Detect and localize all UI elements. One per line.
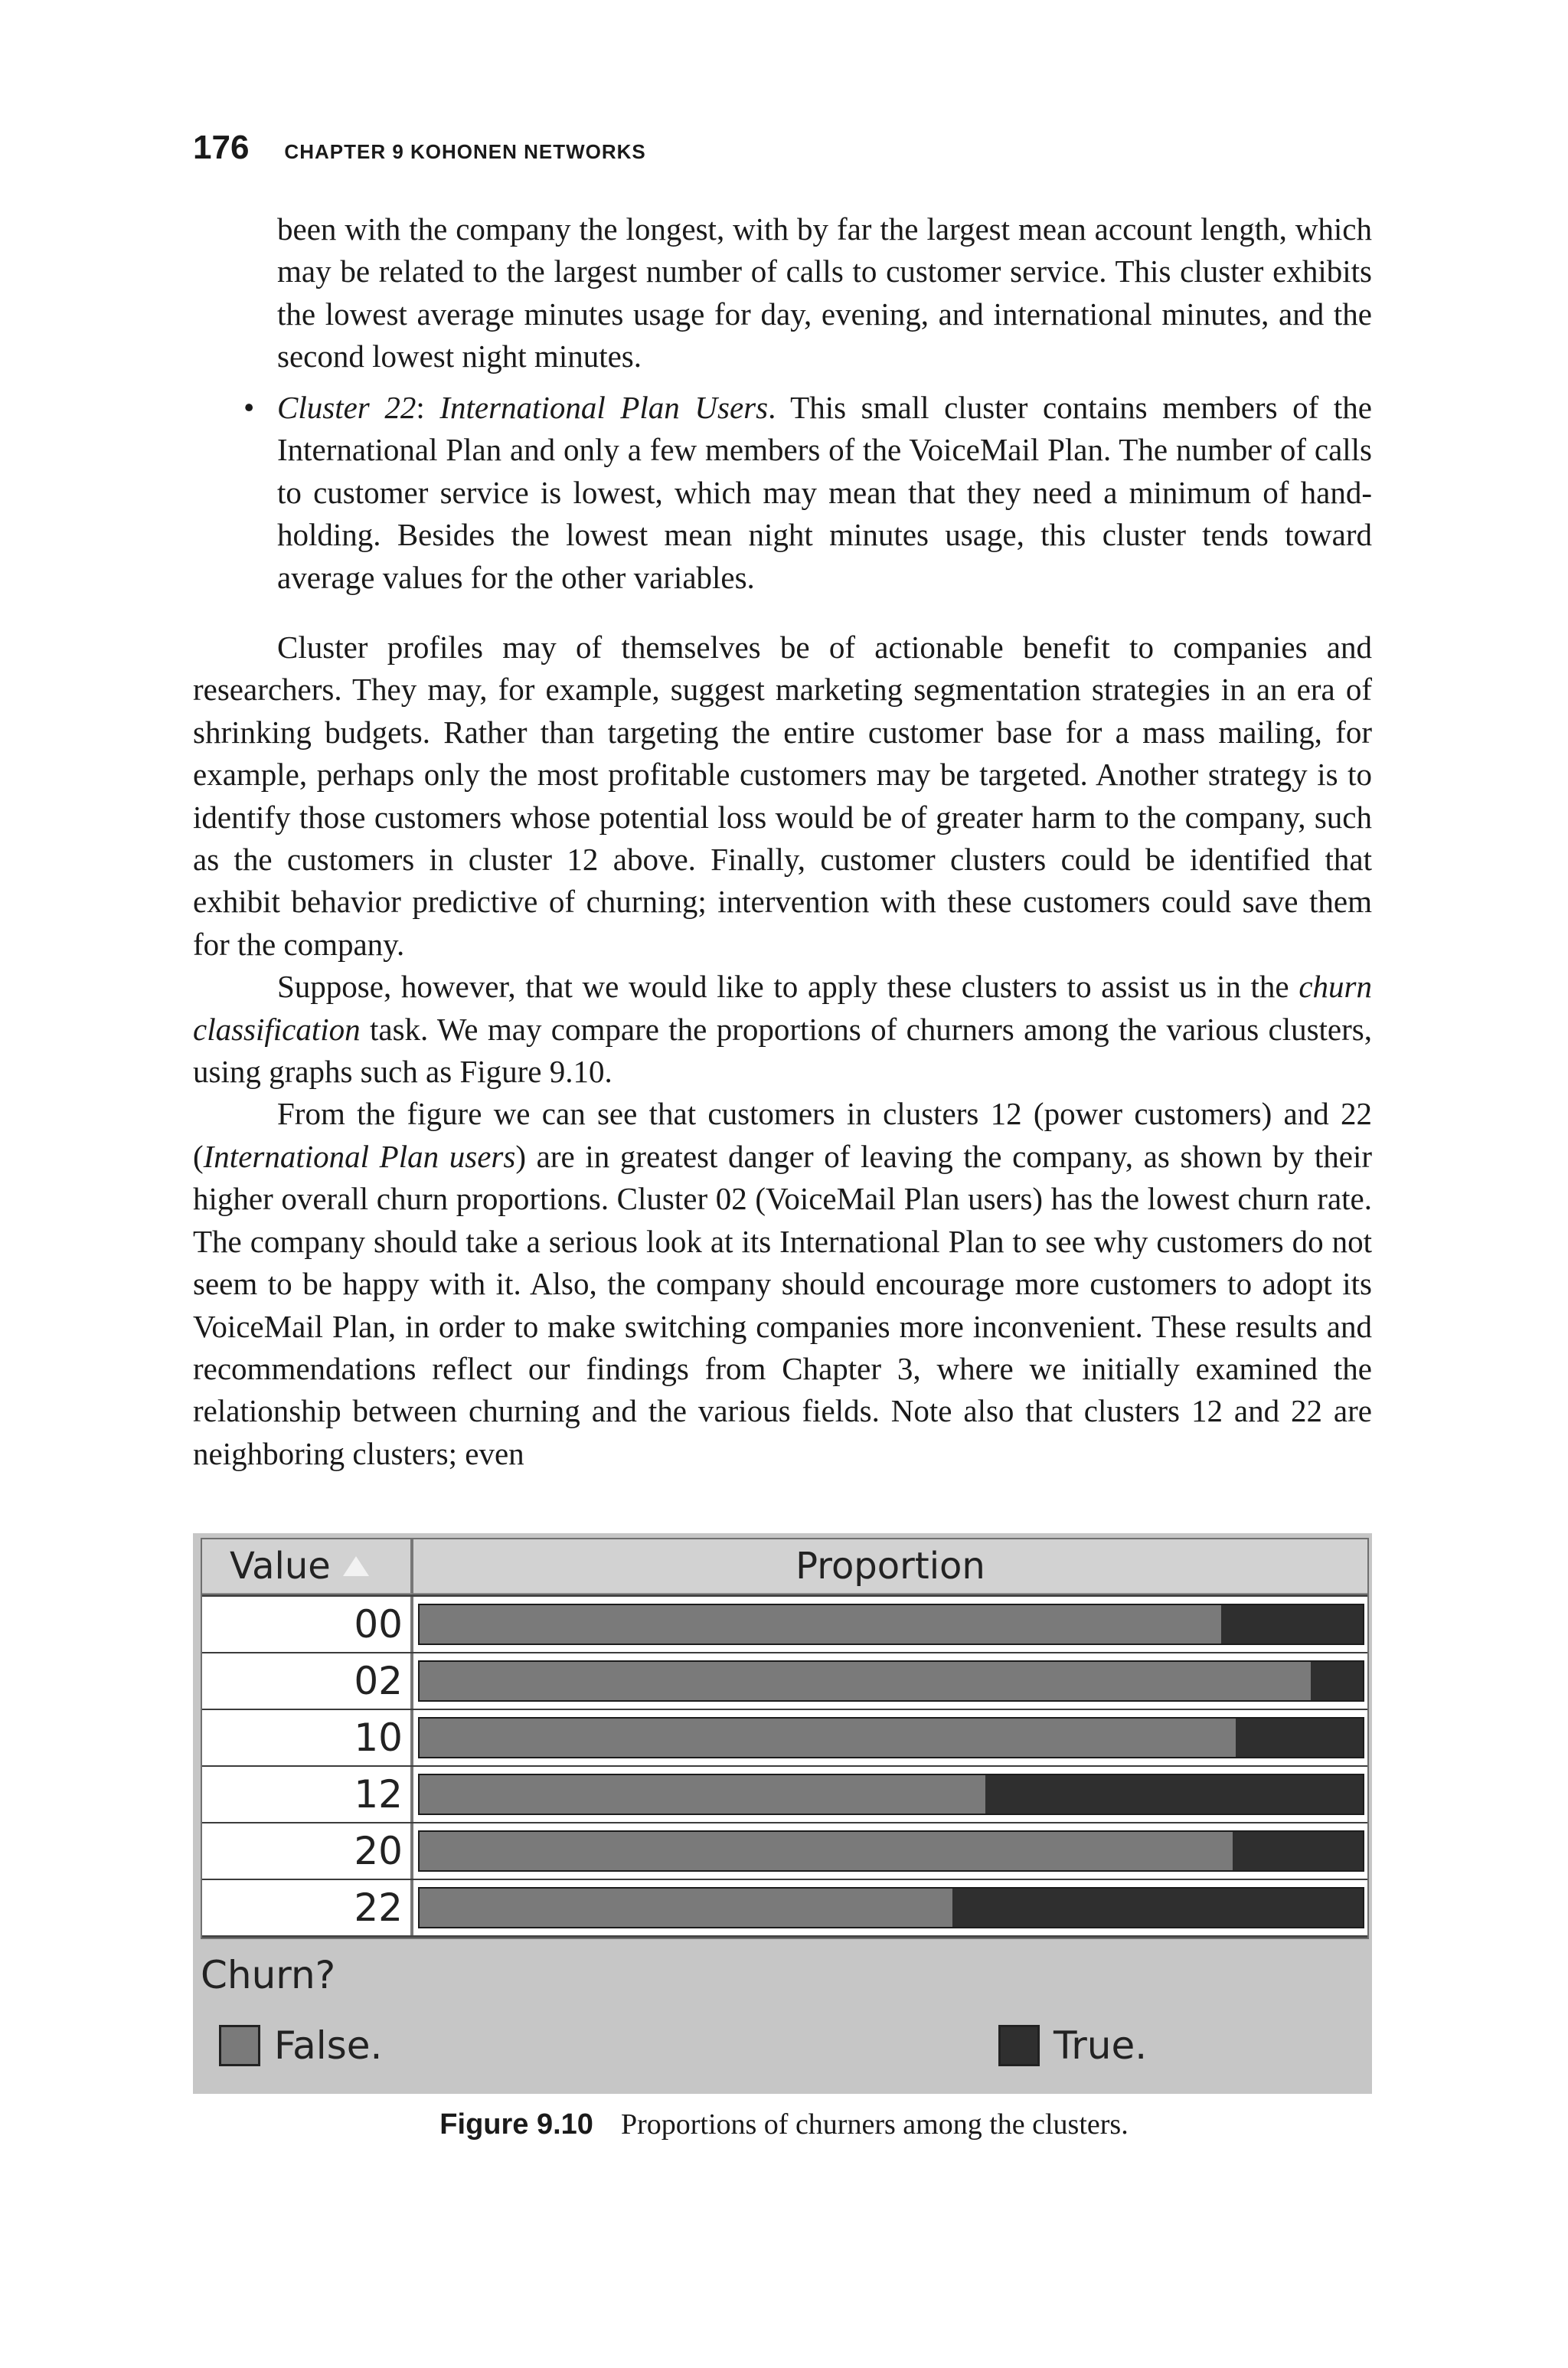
bullet-title-name: International Plan Users [439, 390, 769, 425]
legend-swatch-false [219, 2025, 260, 2066]
table-row[interactable] [202, 1880, 1367, 1938]
paragraph-2-a: Suppose, however, that we would like to apply these clusters to assist us in the [277, 969, 1299, 1005]
caption-label: Figure 9.10 [439, 2108, 593, 2141]
legend-title: Churn? [201, 1953, 336, 1997]
bullet-cluster-22 [243, 387, 1372, 599]
bar-false-12 [420, 1775, 985, 1814]
table-row[interactable] [202, 1767, 1367, 1823]
running-head [193, 129, 646, 167]
proportion-table [201, 1538, 1369, 1939]
table-row[interactable] [202, 1823, 1367, 1880]
bullet-continuation-text: been with the company the longest, with by far the largest mean account length, which may be related to the largest number of calls to customer service. This cluster exhibits the lowest average minutes usage for day, evening, and international minutes, and the second lowest night minutes. [277, 211, 1372, 374]
table-body [202, 1597, 1367, 1938]
row-bar-cell-12 [413, 1767, 1367, 1822]
paragraph-2-em: churn classification [193, 969, 1372, 1047]
bullet-title-cluster: Cluster 22 [277, 390, 416, 425]
figure-caption [0, 2108, 1568, 2141]
legend-label-false: False. [274, 2023, 383, 2068]
table-row[interactable] [202, 1710, 1367, 1767]
legend-label-true: True. [1054, 2023, 1148, 2068]
row-bar-cell-02 [413, 1653, 1367, 1709]
bar-true-00 [418, 1604, 1364, 1645]
caption-text: Proportions of churners among the clusters. [620, 2108, 1129, 2141]
row-value-22: 22 [202, 1880, 413, 1935]
bullet-dot-icon: • [243, 390, 255, 425]
legend-item-true [998, 2023, 1147, 2068]
row-value-00: 00 [202, 1597, 413, 1652]
paragraph-3-a: From the figure we can see that customers in clusters 12 (power customers) and 22 ( [193, 1096, 1372, 1174]
page-number: 176 [193, 129, 250, 166]
legend-swatch-true [998, 2025, 1040, 2066]
paragraph-3 [193, 1093, 1372, 1475]
bar-true-20 [418, 1830, 1364, 1872]
value-header-label: Value [230, 1545, 331, 1588]
row-value-10: 10 [202, 1710, 413, 1765]
bar-false-10 [420, 1719, 1236, 1757]
bullet-cluster-22-text [277, 387, 1372, 599]
paragraph-2 [193, 966, 1372, 1093]
legend-item-false [219, 2023, 382, 2068]
bar-false-02 [420, 1662, 1311, 1700]
value-column-header[interactable] [202, 1539, 413, 1594]
figure-churn-proportions [193, 1533, 1372, 2094]
table-header [202, 1539, 1367, 1597]
bar-false-00 [420, 1605, 1221, 1644]
body-text [193, 626, 1372, 1475]
sort-ascending-icon[interactable] [343, 1556, 369, 1576]
paragraph-3-em: International Plan users [203, 1138, 516, 1174]
table-row[interactable] [202, 1653, 1367, 1710]
row-bar-cell-00 [413, 1597, 1367, 1652]
row-bar-cell-20 [413, 1823, 1367, 1879]
table-row[interactable] [202, 1597, 1367, 1653]
bar-true-12 [418, 1774, 1364, 1815]
bar-false-22 [420, 1889, 952, 1927]
paragraph-1: Cluster profiles may of themselves be of actionable benefit to companies and researchers. They may, for example, suggest marketing segmentation strategies in an era of shrinking budgets. Rather than targeting the entire customer base for a mass mailing, for example, perhaps only the most profitable customers may be targeted. Another strategy is to identify those customers whose potential loss would be of greater harm to the company, such as the customers in cluster 12 above. Finally, customer clusters could be identified that exhibit behavior predictive of churning; intervention with these customers could save them for the company. [193, 630, 1372, 962]
row-value-20: 20 [202, 1823, 413, 1879]
bar-true-10 [418, 1717, 1364, 1758]
bar-false-20 [420, 1832, 1233, 1870]
row-bar-cell-22 [413, 1880, 1367, 1935]
row-value-12: 12 [202, 1767, 413, 1822]
bar-true-22 [418, 1887, 1364, 1928]
row-bar-cell-10 [413, 1710, 1367, 1765]
paragraph-2-b: task. We may compare the proportions of churners among the various clusters, using graphs such as Figure 9.10. [193, 1011, 1372, 1090]
chapter-title: CHAPTER 9 KOHONEN NETWORKS [284, 140, 646, 163]
bullet-body: . This small cluster contains members of the International Plan and only a few members of the VoiceMail Plan. The number of calls to customer service is lowest, which may mean that they need a minimum of hand-holding. Besides the lowest mean night minutes usage, this cluster tends toward average values for the other variables. [277, 390, 1372, 595]
row-value-02: 02 [202, 1653, 413, 1709]
bullet-continuation [277, 208, 1372, 378]
bar-true-02 [418, 1660, 1364, 1702]
proportion-column-header[interactable]: Proportion [413, 1539, 1367, 1594]
bullet-title-sep: : [416, 390, 440, 425]
paragraph-3-b: ) are in greatest danger of leaving the company, as shown by their higher overall churn proportions. Cluster 02 (VoiceMail Plan users) has the lowest churn rate. The company should take a serious look at its International Plan to see why customers do not seem to be happy with it. Also, the company should encourage more customers to adopt its VoiceMail Plan, in order to make switching companies more inconvenient. These results and recommendations reflect our findings from Chapter 3, where we initially examined the relationship between churning and the various fields. Note also that clusters 12 and 22 are neighboring clusters; even [193, 1138, 1372, 1471]
